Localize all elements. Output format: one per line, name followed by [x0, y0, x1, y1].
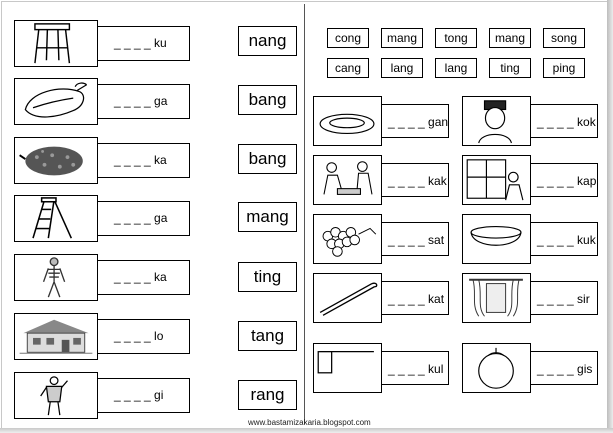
page-shadow-right	[607, 0, 613, 433]
word-blank-3[interactable]	[97, 143, 190, 178]
word-blank-13[interactable]	[530, 222, 598, 256]
stick-icon	[313, 273, 382, 323]
people-talking-icon	[313, 155, 382, 205]
word-blank-14[interactable]	[381, 281, 449, 315]
word-blank-10-text: _ _ _ _ kak	[388, 174, 447, 188]
stool-icon	[14, 20, 98, 67]
grapes-icon	[313, 214, 382, 264]
syllable-card-2[interactable]: bang	[238, 85, 297, 115]
mango-icon	[14, 78, 98, 125]
word-blank-6-text: _ _ _ _ lo	[114, 329, 164, 343]
word-blank-4-text: _ _ _ _ ga	[114, 211, 168, 225]
word-blank-11[interactable]	[530, 163, 598, 197]
page-shadow-bottom	[0, 428, 613, 433]
word-blank-4[interactable]	[97, 201, 190, 236]
house-icon	[14, 313, 98, 360]
word-blank-16[interactable]	[381, 351, 449, 385]
plate-icon	[313, 96, 382, 146]
syllable-card-3[interactable]: bang	[238, 144, 297, 174]
word-bank-chip-5[interactable]: song	[543, 28, 585, 48]
syllable-card-4[interactable]: mang	[238, 202, 297, 232]
word-blank-15[interactable]	[530, 281, 598, 315]
man-icon	[14, 372, 98, 419]
word-blank-1-text: _ _ _ _ ku	[114, 36, 167, 50]
word-blank-1[interactable]	[97, 26, 190, 61]
boy-head-icon	[462, 96, 531, 146]
ladder-icon	[14, 195, 98, 242]
word-blank-9[interactable]	[530, 104, 598, 138]
word-blank-12-text: _ _ _ _ sat	[388, 233, 445, 247]
word-blank-2-text: _ _ _ _ ga	[114, 94, 168, 108]
jackfruit-icon	[14, 137, 98, 184]
word-blank-15-text: _ _ _ _ sir	[537, 292, 590, 306]
word-bank-chip-9[interactable]: ting	[489, 58, 531, 78]
word-blank-17-text: _ _ _ _ gis	[537, 362, 593, 376]
word-blank-5-text: _ _ _ _ ka	[114, 270, 167, 284]
hoe-icon	[313, 343, 382, 393]
syllable-card-1[interactable]: nang	[238, 26, 297, 56]
footer-url: www.bastamizakaria.blogspot.com	[248, 418, 371, 427]
word-bank-chip-1[interactable]: cong	[327, 28, 369, 48]
word-bank-chip-3[interactable]: tong	[435, 28, 477, 48]
word-blank-9-text: _ _ _ _ kok	[537, 115, 596, 129]
word-blank-5[interactable]	[97, 260, 190, 295]
word-blank-8-text: _ _ _ _ gan	[388, 115, 449, 129]
syllable-card-5[interactable]: ting	[238, 262, 297, 292]
word-blank-7-text: _ _ _ _ gi	[114, 388, 164, 402]
word-blank-14-text: _ _ _ _ kat	[388, 292, 445, 306]
word-bank-chip-7[interactable]: lang	[381, 58, 423, 78]
word-bank-chip-8[interactable]: lang	[435, 58, 477, 78]
column-divider	[304, 4, 305, 424]
curtain-icon	[462, 273, 531, 323]
syllable-card-6[interactable]: tang	[238, 321, 297, 351]
skeleton-icon	[14, 254, 98, 301]
word-bank-chip-6[interactable]: cang	[327, 58, 369, 78]
word-blank-13-text: _ _ _ _ kuk	[537, 233, 596, 247]
word-blank-11-text: _ _ _ _ kap	[537, 174, 597, 188]
word-blank-6[interactable]	[97, 319, 190, 354]
word-blank-3-text: _ _ _ _ ka	[114, 153, 167, 167]
word-blank-7[interactable]	[97, 378, 190, 413]
window-person-icon	[462, 155, 531, 205]
word-blank-16-text: _ _ _ _ kul	[388, 362, 444, 376]
word-blank-8[interactable]	[381, 104, 449, 138]
word-bank-chip-10[interactable]: ping	[543, 58, 585, 78]
word-bank-chip-4[interactable]: mang	[489, 28, 531, 48]
mangosteen-icon	[462, 343, 531, 393]
word-blank-12[interactable]	[381, 222, 449, 256]
word-blank-10[interactable]	[381, 163, 449, 197]
syllable-card-7[interactable]: rang	[238, 380, 297, 410]
word-blank-17[interactable]	[530, 351, 598, 385]
word-blank-2[interactable]	[97, 84, 190, 119]
word-bank-chip-2[interactable]: mang	[381, 28, 423, 48]
bowl-icon	[462, 214, 531, 264]
